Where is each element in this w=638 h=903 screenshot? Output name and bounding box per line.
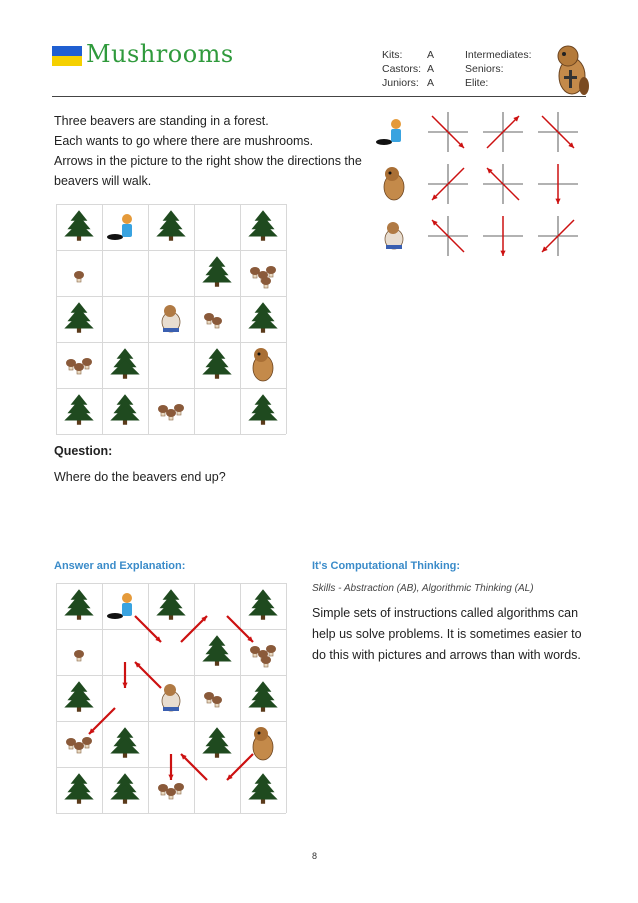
tree-icon — [202, 727, 231, 757]
tree-icon — [248, 210, 277, 240]
tree-icon — [64, 394, 93, 424]
tree-icon — [64, 210, 93, 240]
level-kits: Kits: — [382, 49, 403, 61]
tree-icon — [202, 348, 231, 378]
level-values — [427, 48, 434, 90]
tree-icon — [110, 348, 139, 378]
question-label: Question: — [54, 444, 113, 458]
mushroom-icon — [66, 358, 92, 374]
intro-line: Arrows in the picture to the right show the directions the — [54, 154, 362, 168]
level-intermediates: Intermediates: — [465, 49, 532, 61]
beaver-blue-icon — [107, 214, 132, 240]
level-castors: Castors: — [382, 63, 422, 75]
beaver-brown-icon — [253, 727, 273, 760]
ct-text: Simple sets of instructions called algorithms can help us solve problems. It is sometimes easier to do this with pictures and arrows than with words. — [312, 606, 582, 662]
ct-heading: It's Computational Thinking: — [312, 560, 461, 572]
tree-icon — [202, 635, 231, 665]
tree-icon — [64, 773, 93, 803]
beaver-brown-icon — [253, 348, 273, 381]
tree-icon — [156, 589, 185, 619]
mushroom-icon — [204, 692, 222, 707]
intro-line: beavers will walk. — [54, 174, 152, 188]
tree-icon — [64, 302, 93, 332]
answer-grid — [56, 583, 288, 815]
question-text: Where do the beavers end up? — [54, 470, 226, 484]
level-names — [382, 48, 421, 90]
ct-skills: Skills - Abstraction (AB), Algorithmic Thinking (AL) — [312, 583, 534, 594]
mushroom-icon — [250, 266, 276, 288]
instruction-panel — [372, 104, 588, 264]
tree-icon — [64, 589, 93, 619]
answer-heading: Answer and Explanation: — [54, 560, 186, 572]
tree-icon — [110, 394, 139, 424]
tree-icon — [248, 302, 277, 332]
level-elite: Elite: — [465, 77, 489, 89]
level-kits-value: A — [427, 49, 435, 61]
mushroom-icon — [250, 645, 276, 667]
page-number: 8 — [312, 851, 318, 861]
mushroom-icon — [66, 737, 92, 753]
tree-icon — [248, 773, 277, 803]
level-castors-value: A — [427, 63, 435, 75]
beaver-brown-icon — [384, 167, 404, 200]
beaver-blue-icon — [376, 119, 401, 145]
tree-icon — [248, 394, 277, 424]
forest-grid — [56, 204, 288, 436]
level-juniors-value: A — [427, 77, 435, 89]
intro-text — [54, 111, 364, 191]
tree-icon — [156, 210, 185, 240]
intro-line: Three beavers are standing in a forest. — [54, 114, 269, 128]
intro-line: Each wants to go where there are mushrooms. — [54, 134, 314, 148]
tree-icon — [202, 256, 231, 286]
beaver-grey-icon — [162, 684, 180, 711]
beaver-grey-icon — [385, 222, 403, 249]
level-seniors: Seniors: — [465, 63, 504, 75]
tree-icon — [64, 681, 93, 711]
page-title: Mushrooms — [86, 40, 234, 68]
tree-icon — [110, 727, 139, 757]
mushroom-icon — [74, 650, 84, 661]
ukraine-flag-icon — [52, 46, 82, 66]
beaver-mascot-icon — [552, 42, 592, 98]
mushroom-icon — [204, 313, 222, 328]
tree-icon — [248, 681, 277, 711]
level-names-other — [465, 48, 532, 90]
beaver-blue-icon — [107, 593, 132, 619]
mushroom-icon — [158, 404, 184, 420]
beaver-grey-icon — [162, 305, 180, 332]
mushroom-icon — [74, 271, 84, 282]
header-divider — [52, 96, 586, 97]
tree-icon — [248, 589, 277, 619]
level-juniors: Juniors: — [382, 77, 419, 89]
mushroom-icon — [158, 783, 184, 799]
tree-icon — [110, 773, 139, 803]
